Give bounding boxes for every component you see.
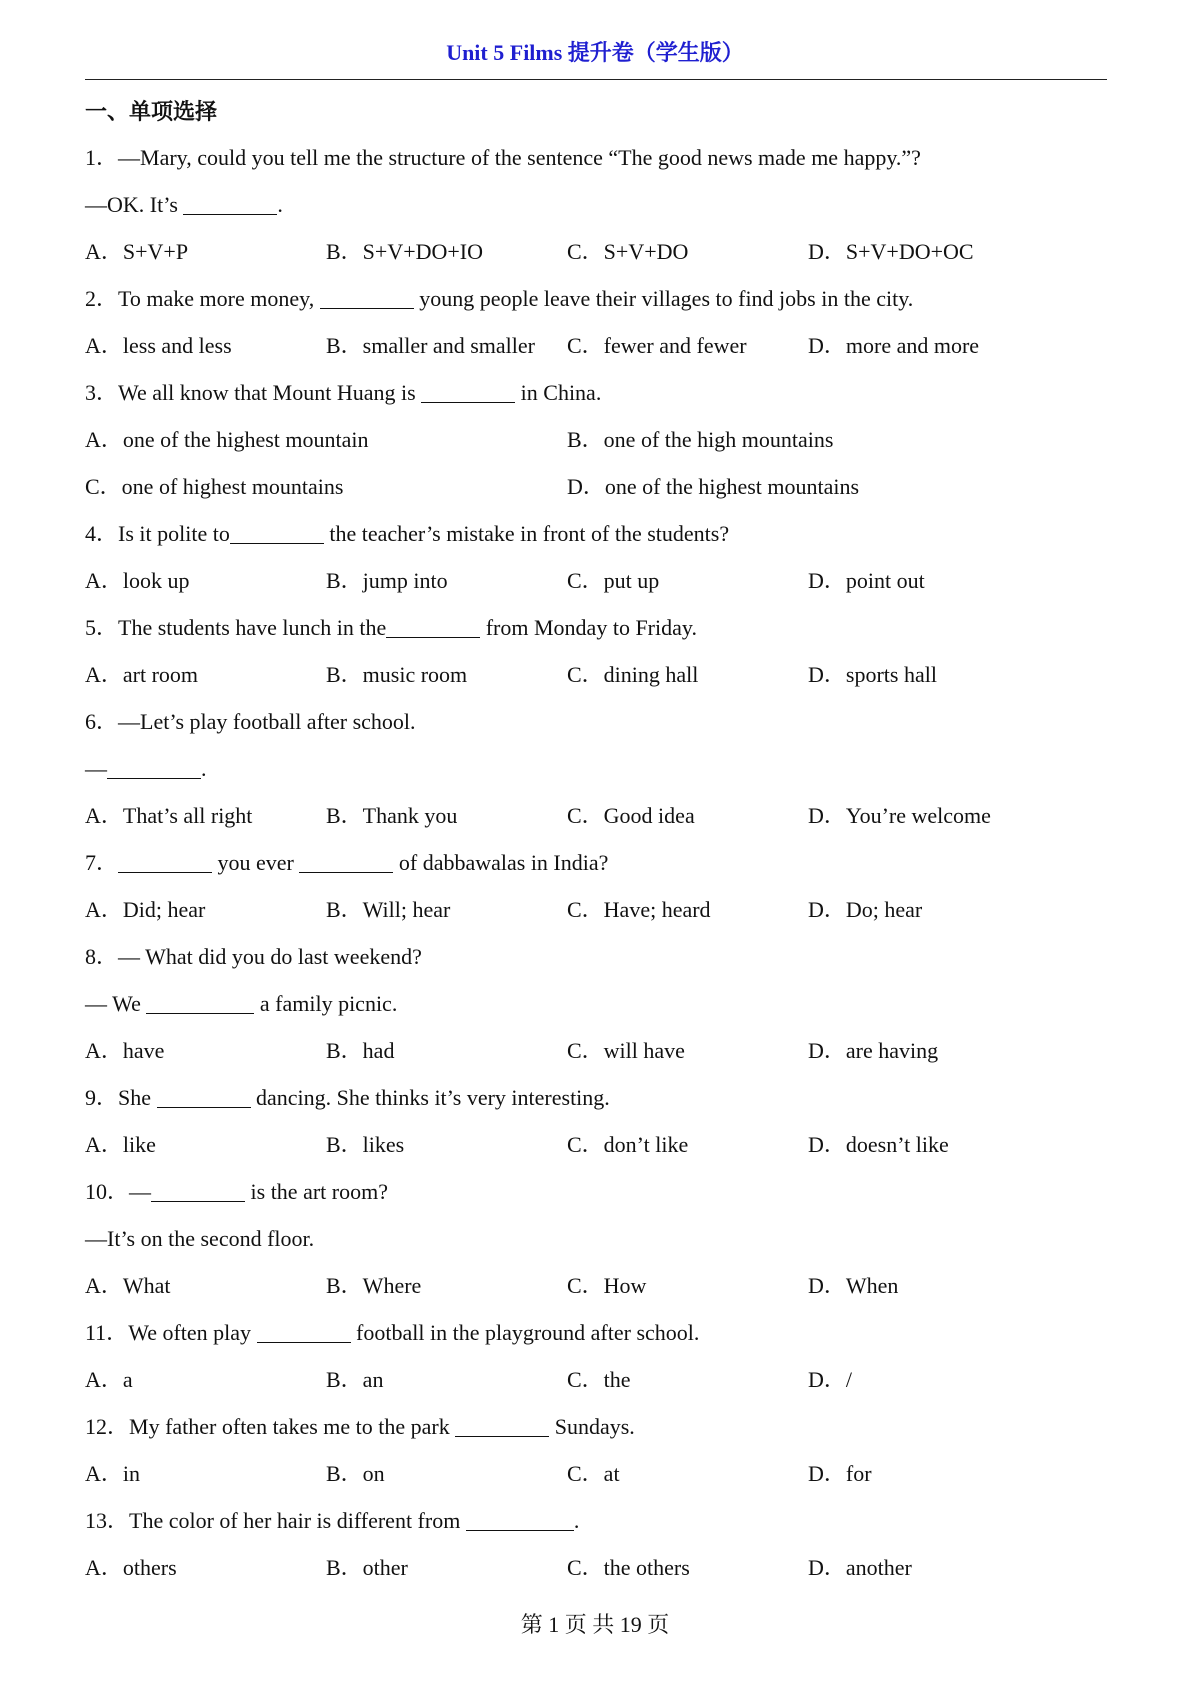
answer-option[interactable]: C．How [567,1273,647,1298]
header-divider [85,79,1107,80]
answer-option[interactable]: A．like [85,1132,156,1157]
question-text: — We [85,991,147,1016]
answer-blank[interactable] [118,852,212,873]
answer-option[interactable]: B．had [326,1038,395,1063]
answer-option[interactable]: A．What [85,1273,171,1298]
question-line [85,604,1115,651]
question-number: 3． [85,380,119,405]
options-row [85,1356,1115,1403]
question-line [85,369,1115,416]
question-line [85,134,1115,181]
answer-option[interactable]: D．/ [808,1367,853,1392]
answer-option[interactable]: C．the others [567,1555,690,1580]
answer-blank[interactable] [299,852,393,873]
answer-option[interactable]: C．Good idea [567,803,695,828]
question-text: Sundays. [549,1414,635,1439]
options-row [85,463,1115,510]
options-row [85,651,1115,698]
question-number: 9． [85,1085,119,1110]
answer-option[interactable]: B．Thank you [326,803,458,828]
answer-option[interactable]: A．art room [85,662,199,687]
answer-option[interactable]: A．others [85,1555,177,1580]
question-line [85,510,1115,557]
answer-option[interactable]: B．on [326,1461,385,1486]
question-text: young people leave their villages to find jobs in the city. [413,286,914,311]
question-number: 5． [85,615,119,640]
answer-blank[interactable] [257,1322,351,1343]
question-number: 10． [85,1179,130,1204]
answer-option[interactable]: B．Where [326,1273,422,1298]
answer-option[interactable]: C．Have; heard [567,897,711,922]
answer-option[interactable]: A．Did; hear [85,897,206,922]
document-title: Unit 5 Films 提升卷（学生版） [446,40,744,65]
question-text: The color of her hair is different from [129,1508,466,1533]
answer-blank[interactable] [320,288,414,309]
question-line [85,1074,1115,1121]
answer-option[interactable]: D．S+V+DO+OC [808,239,974,264]
question-text: . [201,756,207,781]
answer-option[interactable]: B．music room [326,662,468,687]
question-line [85,275,1115,322]
answer-blank[interactable] [151,1181,245,1202]
question-text: — [129,1179,152,1204]
question-line [85,839,1115,886]
question-line [85,698,1115,745]
question-text: To make more money, [118,286,320,311]
answer-option[interactable]: C．will have [567,1038,685,1063]
options-row [85,228,1115,275]
answer-option[interactable]: D．are having [808,1038,939,1063]
question-line [85,181,1115,228]
answer-blank[interactable] [107,758,201,779]
question-text: of dabbawalas in India? [393,850,609,875]
answer-option[interactable]: D．more and more [808,333,980,358]
question-line [85,1497,1115,1544]
question-text: —OK. It’s [85,192,184,217]
question-text: a family picnic. [254,991,398,1016]
answer-option[interactable]: A．S+V+P [85,239,189,264]
question-text: the teacher’s mistake in front of the students? [323,521,730,546]
question-number: 1． [85,145,119,170]
answer-option[interactable]: D．another [808,1555,912,1580]
question-line [85,1215,1115,1262]
question-line [85,1309,1115,1356]
answer-option[interactable]: C．the [567,1367,631,1392]
question-text: you ever [212,850,300,875]
answer-option[interactable]: A．look up [85,568,190,593]
question-line [85,1403,1115,1450]
question-list [85,134,1115,1591]
answer-option[interactable]: A．one of the highest mountain [85,427,369,452]
answer-option[interactable]: B．smaller and smaller [326,333,535,358]
answer-option[interactable]: D．point out [808,568,925,593]
answer-option[interactable]: C．one of highest mountains [85,474,344,499]
question-text: We often play [128,1320,257,1345]
answer-blank[interactable] [421,382,515,403]
question-text: —It’s on the second floor. [85,1226,315,1251]
answer-option[interactable]: C．dining hall [567,662,699,687]
answer-option[interactable]: C．S+V+DO [567,239,689,264]
options-row [85,886,1115,933]
options-row [85,322,1115,369]
question-text: —Mary, could you tell me the structure of the sentence “The good news made me happy.”? [118,145,921,170]
question-text: in China. [515,380,602,405]
question-text: My father often takes me to the park [129,1414,456,1439]
question-line [85,933,1115,980]
page-footer: 第 1 页 共 19 页 [520,1612,670,1637]
question-text: — What did you do last weekend? [118,944,422,969]
answer-blank[interactable] [466,1510,574,1531]
question-text: . [573,1508,580,1533]
options-row [85,1027,1115,1074]
answer-blank[interactable] [183,194,277,215]
question-number: 7． [85,850,119,875]
answer-option[interactable]: C．fewer and fewer [567,333,747,358]
options-row [85,1544,1115,1591]
answer-option[interactable]: D．doesn’t like [808,1132,949,1157]
answer-option[interactable]: B．one of the high mountains [567,427,834,452]
answer-option[interactable]: D．sports hall [808,662,937,687]
answer-blank[interactable] [157,1087,251,1108]
question-line [85,980,1115,1027]
answer-option[interactable]: D．When [808,1273,899,1298]
question-number: 12． [85,1414,130,1439]
answer-blank[interactable] [230,523,324,544]
question-text: — [85,756,107,781]
answer-option[interactable]: D．for [808,1461,872,1486]
answer-option[interactable]: B．Will; hear [326,897,451,922]
answer-option[interactable]: B．likes [326,1132,405,1157]
answer-option[interactable]: A．have [85,1038,165,1063]
answer-option[interactable]: B．other [326,1555,408,1580]
answer-option[interactable]: D．You’re welcome [808,803,991,828]
question-number: 8． [85,944,119,969]
answer-option[interactable]: B．S+V+DO+IO [326,239,484,264]
question-text: —Let’s play football after school. [118,709,416,734]
answer-blank[interactable] [386,617,480,638]
options-row [85,792,1115,839]
question-line [85,1168,1115,1215]
options-row [85,416,1115,463]
answer-blank[interactable] [455,1416,549,1437]
question-text: from Monday to Friday. [480,615,697,640]
answer-option[interactable]: B．an [326,1367,384,1392]
question-number: 6． [85,709,119,734]
question-text: . [277,192,283,217]
answer-option[interactable]: A．That’s all right [85,803,253,828]
question-text: We all know that Mount Huang is [118,380,422,405]
answer-option[interactable]: A．less and less [85,333,232,358]
question-number: 11． [85,1320,129,1345]
question-text: She [118,1085,157,1110]
answer-option[interactable]: B．jump into [326,568,448,593]
question-text: The students have lunch in the [118,615,387,640]
answer-option[interactable]: C．put up [567,568,660,593]
answer-option[interactable]: D．one of the highest mountains [567,474,860,499]
question-text: dancing. She thinks it’s very interesting. [250,1085,610,1110]
options-row [85,1262,1115,1309]
question-text: Is it polite to [118,521,230,546]
question-text: is the art room? [245,1179,388,1204]
options-row [85,1450,1115,1497]
answer-option[interactable]: D．Do; hear [808,897,923,922]
question-text: football in the playground after school. [350,1320,700,1345]
question-number: 4． [85,521,119,546]
options-row [85,557,1115,604]
section-heading: 一、单项选择 [85,99,218,124]
options-row [85,1121,1115,1168]
question-number: 2． [85,286,119,311]
question-line [85,745,1115,792]
answer-option[interactable]: A．a [85,1367,133,1392]
question-number: 13． [85,1508,130,1533]
answer-option[interactable]: C．at [567,1461,620,1486]
answer-option[interactable]: C．don’t like [567,1132,689,1157]
answer-option[interactable]: A．in [85,1461,141,1486]
answer-blank[interactable] [146,993,254,1014]
